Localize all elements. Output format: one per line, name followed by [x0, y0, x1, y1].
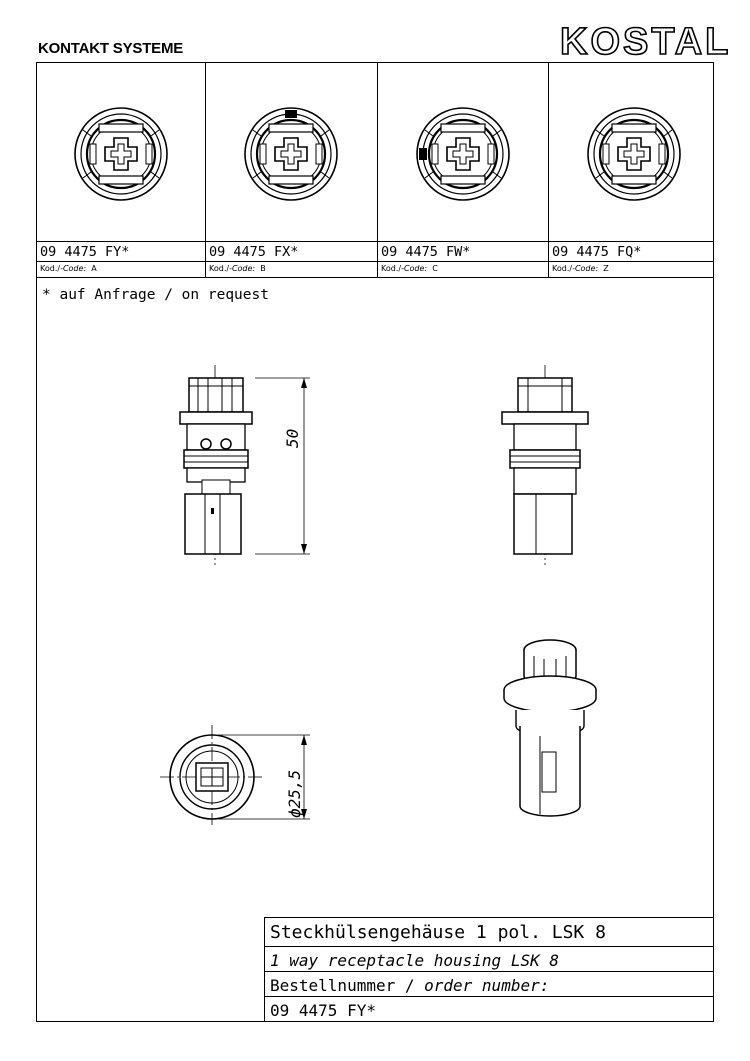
- company-heading: KONTAKT SYSTEME: [38, 40, 184, 57]
- on-request-note: * auf Anfrage / on request: [42, 287, 269, 303]
- code-fw: Kod./-Code: C: [381, 264, 438, 273]
- part-number-fw: 09 4475 FW*: [381, 244, 471, 260]
- part-number-fy: 09 4475 FY*: [40, 244, 130, 260]
- part-number-fx: 09 4475 FX*: [209, 244, 299, 260]
- table-divider: [36, 277, 714, 278]
- code-fx: Kod./-Code: B: [209, 264, 266, 273]
- part-number-fq: 09 4475 FQ*: [552, 244, 642, 260]
- title-block-divider: [264, 946, 714, 947]
- isometric-view: [490, 630, 610, 830]
- title-block-divider: [264, 971, 714, 972]
- height-dimension: 50: [283, 428, 302, 448]
- bottom-view: [160, 720, 330, 830]
- table-divider: [36, 261, 714, 262]
- face-view-fy: [75, 108, 167, 200]
- title-english: 1 way receptacle housing LSK 8: [270, 951, 559, 970]
- code-fq: Kod./-Code: Z: [552, 264, 609, 273]
- diameter-dimension: ϕ25,5: [285, 769, 304, 818]
- order-number-label: Bestellnummer / order number:: [270, 976, 550, 995]
- connector-face-views: [36, 62, 714, 242]
- face-view-fq: [588, 108, 680, 200]
- kostal-logo: KOSTAL: [560, 21, 732, 63]
- face-view-fx: [245, 108, 337, 200]
- face-view-fw: [417, 108, 509, 200]
- code-fy: Kod./-Code: A: [40, 264, 97, 273]
- title-block-divider: [264, 996, 714, 997]
- title-german: Steckhülsengehäuse 1 pol. LSK 8: [270, 922, 606, 943]
- order-number: 09 4475 FY*: [270, 1001, 376, 1020]
- side-view-rotated: [490, 360, 600, 570]
- side-view-front: [160, 360, 330, 570]
